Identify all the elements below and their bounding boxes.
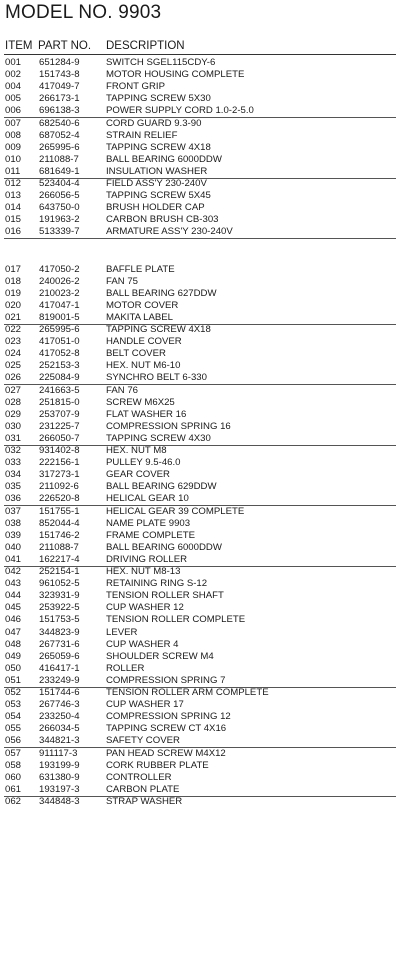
part-number: 265995-6: [39, 141, 80, 153]
part-number: 191963-2: [39, 214, 80, 226]
table-row: [0, 190, 400, 202]
table-row: [0, 154, 400, 166]
item-number: 045: [5, 602, 22, 614]
part-number: 211088-7: [39, 153, 79, 165]
table-row: [0, 397, 400, 409]
table-row: [0, 372, 400, 384]
table-row: [0, 214, 400, 226]
part-description: ROLLER: [106, 662, 145, 674]
table-row: [0, 506, 400, 518]
item-number: 013: [5, 190, 22, 202]
table-row: [0, 663, 400, 675]
part-description: GEAR COVER: [106, 469, 170, 481]
table-row: [0, 300, 400, 312]
part-number: 233250-4: [39, 711, 80, 723]
table-row: [0, 614, 400, 626]
part-description: BAFFLE PLATE: [106, 263, 175, 275]
item-number: 060: [5, 771, 22, 783]
part-description: TAPPING SCREW 4X18: [106, 141, 211, 153]
part-number: 252153-3: [39, 360, 80, 372]
part-number: 211088-7: [39, 541, 79, 553]
part-number: 151744-6: [39, 687, 80, 698]
part-description: MOTOR HOUSING COMPLETE: [106, 69, 245, 81]
table-row: [0, 81, 400, 93]
table-row: [0, 578, 400, 590]
part-description: FRONT GRIP: [106, 81, 165, 93]
item-number: 024: [5, 348, 22, 360]
part-number: 266050-7: [39, 432, 80, 444]
table-row: [0, 93, 400, 105]
item-number: 028: [5, 396, 22, 408]
item-number: 035: [5, 481, 22, 493]
part-number: 819001-5: [39, 311, 80, 323]
table-row: [0, 276, 400, 288]
item-number: 008: [5, 129, 22, 141]
table-row: [0, 288, 400, 300]
item-number: 002: [5, 69, 22, 81]
part-number: 323931-9: [39, 590, 80, 602]
item-number: 056: [5, 735, 22, 747]
part-number: 231225-7: [39, 420, 80, 432]
item-number: 054: [5, 711, 22, 723]
part-description: SHOULDER SCREW M4: [106, 650, 214, 662]
part-description: STRAIN RELIEF: [106, 129, 178, 141]
table-row: [0, 409, 400, 421]
item-number: 030: [5, 420, 22, 432]
table-row: [0, 421, 400, 433]
part-description: TAPPING SCREW 5X45: [106, 190, 211, 202]
table-row: [0, 748, 400, 760]
table-row: [0, 264, 400, 276]
table-row: [0, 711, 400, 723]
part-description: CORD GUARD 9.3-90: [106, 117, 202, 129]
part-description: BELT COVER: [106, 348, 166, 360]
part-description: COMPRESSION SPRING 12: [106, 711, 231, 723]
part-description: FAN 76: [106, 384, 138, 396]
table-row: [0, 518, 400, 530]
item-number: 026: [5, 372, 22, 384]
page-title: MODEL NO. 9903: [5, 2, 162, 23]
part-number: 317273-1: [39, 469, 80, 481]
item-number: 005: [5, 93, 22, 105]
part-description: TENSION ROLLER ARM COMPLETE: [106, 687, 269, 698]
table-row: [0, 639, 400, 651]
table-row: [0, 627, 400, 639]
item-number: 031: [5, 432, 22, 444]
part-number: 151755-1: [39, 505, 80, 517]
table-row: [0, 735, 400, 747]
item-number: 006: [5, 105, 22, 117]
part-description: FAN 75: [106, 275, 138, 287]
part-number: 251815-0: [39, 396, 80, 408]
part-number: 267731-6: [39, 638, 80, 650]
item-number: 023: [5, 336, 22, 348]
part-number: 252154-1: [39, 566, 80, 577]
part-description: BALL BEARING 627DDW: [106, 287, 217, 299]
part-description: CARBON BRUSH CB-303: [106, 214, 219, 226]
item-number: 038: [5, 517, 22, 529]
part-description: CARBON PLATE: [106, 783, 180, 795]
item-number: 057: [5, 747, 22, 759]
part-description: HELICAL GEAR 39 COMPLETE: [106, 505, 245, 517]
item-number: 012: [5, 178, 22, 189]
table-row: [0, 760, 400, 772]
part-description: TENSION ROLLER SHAFT: [106, 590, 224, 602]
table-row: [0, 590, 400, 602]
part-number: 267746-3: [39, 699, 80, 711]
part-description: DRIVING ROLLER: [106, 553, 188, 565]
item-number: 010: [5, 153, 22, 165]
table-row: [0, 312, 400, 324]
part-description: FRAME COMPLETE: [106, 529, 196, 541]
part-description: POWER SUPPLY CORD 1.0-2-5.0: [106, 105, 254, 117]
part-description: RETAINING RING S-12: [106, 578, 208, 590]
item-number: 001: [5, 57, 22, 68]
table-row: [0, 723, 400, 735]
item-number: 033: [5, 457, 22, 469]
part-number: 222156-1: [39, 457, 80, 469]
part-number: 416417-1: [39, 662, 80, 674]
part-number: 193197-3: [39, 783, 80, 795]
part-description: TAPPING SCREW 5X30: [106, 93, 211, 105]
item-number: 036: [5, 493, 22, 505]
item-number: 048: [5, 638, 22, 650]
table-row: [0, 699, 400, 711]
part-number: 417047-1: [39, 299, 80, 311]
part-description: MAKITA LABEL: [106, 311, 174, 323]
part-description: PULLEY 9.5-46.0: [106, 457, 181, 469]
part-number: 241663-5: [39, 384, 80, 396]
part-number: 162217-4: [39, 553, 80, 565]
table-row: [0, 530, 400, 542]
part-description: HEX. NUT M6-10: [106, 360, 181, 372]
item-number: 043: [5, 578, 22, 590]
part-number: 417050-2: [39, 263, 80, 275]
part-number: 523404-4: [39, 178, 80, 189]
part-number: 266056-5: [39, 190, 80, 202]
part-description: HEX. NUT M8-13: [106, 566, 181, 577]
part-description: HELICAL GEAR 10: [106, 493, 189, 505]
part-description: HEX. NUT M8: [106, 445, 167, 456]
part-number: 417052-8: [39, 348, 80, 360]
part-number: 651284-9: [39, 57, 80, 68]
part-number: 151746-2: [39, 529, 80, 541]
part-description: SWITCH SGEL115CDY-6: [106, 57, 216, 68]
item-number: 039: [5, 529, 22, 541]
row-group-divider: [4, 238, 396, 239]
table-row: [0, 542, 400, 554]
item-number: 007: [5, 117, 22, 129]
part-description: SCREW M6X25: [106, 396, 175, 408]
item-number: 029: [5, 408, 22, 420]
item-number: 052: [5, 687, 22, 698]
part-number: 417049-7: [39, 81, 80, 93]
part-description: CUP WASHER 12: [106, 602, 184, 614]
part-description: COMPRESSION SPRING 7: [106, 674, 226, 686]
item-number: 037: [5, 505, 22, 517]
part-description: CONTROLLER: [106, 771, 172, 783]
item-number: 025: [5, 360, 22, 372]
part-description: CUP WASHER 4: [106, 638, 179, 650]
item-number: 020: [5, 299, 22, 311]
table-row: [0, 385, 400, 397]
table-row: [0, 105, 400, 117]
item-number: 042: [5, 566, 22, 577]
part-number: 265995-6: [39, 324, 80, 335]
item-number: 044: [5, 590, 22, 602]
part-number: 682540-6: [39, 117, 80, 129]
part-description: BALL BEARING 6000DDW: [106, 153, 222, 165]
part-description: STRAP WASHER: [106, 795, 183, 807]
item-number: 016: [5, 226, 22, 238]
part-number: 417051-0: [39, 336, 80, 348]
table-row: [0, 469, 400, 481]
part-number: 253707-9: [39, 408, 80, 420]
table-row: [0, 602, 400, 614]
table-row: [0, 481, 400, 493]
part-number: 931402-8: [39, 445, 80, 456]
part-number: 852044-4: [39, 517, 80, 529]
table-row: [0, 687, 400, 699]
part-description: MOTOR COVER: [106, 299, 179, 311]
table-row: [0, 784, 400, 796]
table-row: [0, 226, 400, 238]
part-description: PAN HEAD SCREW M4X12: [106, 747, 226, 759]
part-number: 151743-8: [39, 69, 80, 81]
table-row: [0, 178, 400, 190]
part-description: TENSION ROLLER COMPLETE: [106, 614, 246, 626]
table-row: [0, 324, 400, 336]
part-number: 226520-8: [39, 493, 80, 505]
item-number: 032: [5, 445, 22, 456]
part-number: 225084-9: [39, 372, 80, 384]
part-description: NAME PLATE 9903: [106, 517, 191, 529]
part-number: 344848-3: [39, 795, 80, 807]
item-number: 022: [5, 324, 22, 335]
part-description: SYNCHRO BELT 6-330: [106, 372, 207, 384]
part-number: 210023-2: [39, 287, 80, 299]
part-description: BALL BEARING 629DDW: [106, 481, 217, 493]
part-number: 211092-6: [39, 481, 79, 493]
table-row: [0, 493, 400, 505]
item-number: 061: [5, 783, 22, 795]
table-row: [0, 445, 400, 457]
part-number: 513339-7: [39, 226, 80, 238]
table-row: [0, 566, 400, 578]
item-number: 053: [5, 699, 22, 711]
table-row: [0, 69, 400, 81]
item-number: 019: [5, 287, 22, 299]
part-description: FIELD ASS'Y 230-240V: [106, 178, 207, 189]
item-number: 047: [5, 626, 22, 638]
part-description: COMPRESSION SPRING 16: [106, 420, 231, 432]
table-row: [0, 166, 400, 178]
item-number: 009: [5, 141, 22, 153]
item-number: 014: [5, 202, 22, 214]
part-description: TAPPING SCREW 4X30: [106, 432, 211, 444]
item-number: 027: [5, 384, 22, 396]
part-number: 681649-1: [39, 165, 80, 177]
part-number: 344823-9: [39, 626, 80, 638]
item-number: 050: [5, 662, 22, 674]
part-description: BALL BEARING 6000DDW: [106, 541, 222, 553]
table-row: [0, 360, 400, 372]
column-header-item: ITEM: [5, 40, 33, 52]
item-number: 046: [5, 614, 22, 626]
table-row: [0, 457, 400, 469]
item-number: 021: [5, 311, 22, 323]
part-description: CORK RUBBER PLATE: [106, 759, 209, 771]
table-row: [0, 142, 400, 154]
part-number: 233249-9: [39, 674, 80, 686]
part-description: HANDLE COVER: [106, 336, 182, 348]
part-number: 151753-5: [39, 614, 80, 626]
part-description: INSULATION WASHER: [106, 165, 208, 177]
table-row: [0, 348, 400, 360]
item-number: 018: [5, 275, 22, 287]
part-number: 240026-2: [39, 275, 80, 287]
table-row: [0, 57, 400, 69]
table-row: [0, 118, 400, 130]
table-row: [0, 772, 400, 784]
item-number: 034: [5, 469, 22, 481]
column-header-part-no: PART NO.: [38, 40, 92, 52]
part-number: 266034-5: [39, 723, 80, 735]
item-number: 015: [5, 214, 22, 226]
part-number: 193199-9: [39, 759, 80, 771]
part-number: 265059-6: [39, 650, 80, 662]
part-description: CUP WASHER 17: [106, 699, 184, 711]
part-description: LEVER: [106, 626, 138, 638]
table-row: [0, 675, 400, 687]
item-number: 058: [5, 759, 22, 771]
part-number: 266173-1: [39, 93, 80, 105]
table-row: [0, 796, 400, 808]
part-number: 687052-4: [39, 129, 80, 141]
part-description: SAFETY COVER: [106, 735, 180, 747]
table-row: [0, 336, 400, 348]
part-number: 911117-3: [39, 747, 78, 759]
table-row: [0, 554, 400, 566]
part-number: 696138-3: [39, 105, 80, 117]
part-number: 643750-0: [39, 202, 80, 214]
item-number: 011: [5, 165, 21, 177]
part-number: 961052-5: [39, 578, 80, 590]
part-number: 253922-5: [39, 602, 80, 614]
column-header-description: DESCRIPTION: [106, 40, 185, 52]
item-number: 062: [5, 795, 22, 807]
item-number: 051: [5, 674, 22, 686]
part-description: BRUSH HOLDER CAP: [106, 202, 205, 214]
table-row: [0, 130, 400, 142]
part-number: 631380-9: [39, 771, 80, 783]
part-number: 344821-3: [39, 735, 80, 747]
part-description: ARMATURE ASS'Y 230-240V: [106, 226, 233, 238]
item-number: 017: [5, 263, 22, 275]
part-description: FLAT WASHER 16: [106, 408, 187, 420]
item-number: 041: [5, 553, 22, 565]
table-row: [0, 651, 400, 663]
table-row: [0, 433, 400, 445]
item-number: 040: [5, 541, 22, 553]
item-number: 004: [5, 81, 22, 93]
part-description: TAPPING SCREW CT 4X16: [106, 723, 227, 735]
part-description: TAPPING SCREW 4X18: [106, 324, 211, 335]
item-number: 049: [5, 650, 22, 662]
item-number: 055: [5, 723, 22, 735]
table-row: [0, 202, 400, 214]
